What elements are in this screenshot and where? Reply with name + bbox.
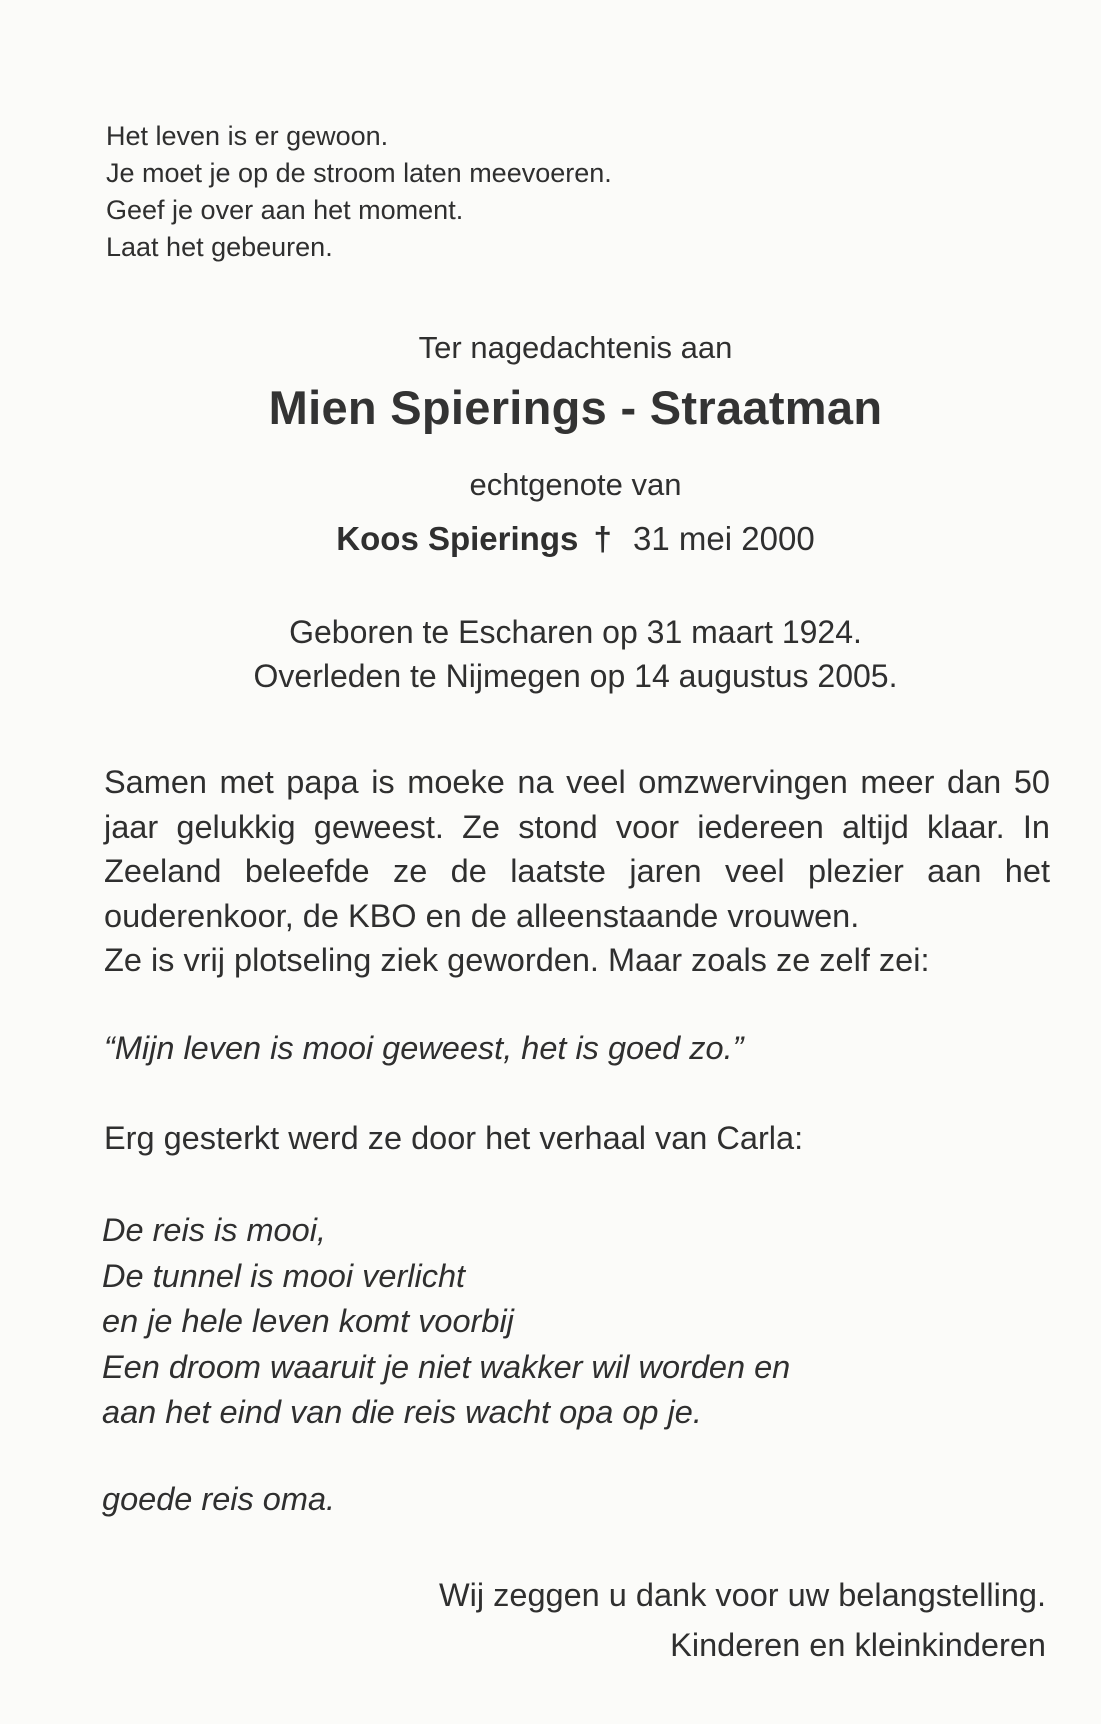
carla-intro: Erg gesterkt werd ze door het verhaal van Carla: bbox=[104, 1120, 804, 1156]
spouse-death-date: 31 mei 2000 bbox=[633, 520, 815, 557]
birth-line: Geboren te Escharen op 31 maart 1924. bbox=[289, 614, 862, 650]
memorial-intro: Ter nagedachtenis aan bbox=[418, 330, 733, 365]
farewell: goede reis oma. bbox=[102, 1481, 336, 1517]
spouse-name: Koos Spierings bbox=[336, 520, 579, 557]
cross-icon: † bbox=[593, 520, 612, 557]
biography bbox=[104, 760, 1050, 983]
spouse-line bbox=[0, 520, 1101, 558]
deceased-name: Mien Spierings - Straatman bbox=[268, 381, 883, 434]
biography-paragraph: Samen met papa is moeke na veel omzwervingen meer dan 50 jaar gelukkig geweest. Ze stond voor iedereen altijd klaar. In Zeeland beleefde ze de laatste jaren veel plezier aan het ouderenkoor, de KBO en de alleenstaande vrouwen. bbox=[104, 764, 1050, 934]
death-line: Overleden te Nijmegen op 14 augustus 2005. bbox=[253, 658, 898, 694]
carla-poem-line: De tunnel is mooi verlicht bbox=[102, 1257, 466, 1294]
opening-poem-line: Het leven is er gewoon. bbox=[106, 121, 389, 151]
quote: “Mijn leven is mooi geweest, het is goed zo.” bbox=[104, 1030, 744, 1066]
opening-poem-line: Je moet je op de stroom laten meevoeren. bbox=[106, 158, 612, 188]
signature: Kinderen en kleinkinderen bbox=[670, 1627, 1046, 1663]
carla-poem-line: aan het eind van die reis wacht opa op je. bbox=[102, 1394, 702, 1430]
spouse-label: echtgenote van bbox=[469, 467, 682, 502]
thanks-line: Wij zeggen u dank voor uw belangstelling. bbox=[438, 1577, 1046, 1613]
carla-poem bbox=[102, 1208, 790, 1436]
biography-line: Ze is vrij plotseling ziek geworden. Maar zoals ze zelf zei: bbox=[104, 942, 930, 978]
carla-poem-line: Een droom waaruit je niet wakker wil worden en bbox=[102, 1348, 791, 1385]
opening-poem-line: Laat het gebeuren. bbox=[106, 232, 333, 262]
opening-poem-line: Geef je over aan het moment. bbox=[106, 195, 464, 225]
life-dates bbox=[0, 610, 1101, 698]
opening-poem bbox=[106, 118, 612, 266]
carla-poem-line: De reis is mooi, bbox=[102, 1212, 326, 1248]
thanks-block bbox=[439, 1570, 1046, 1670]
carla-poem-line: en je hele leven komt voorbij bbox=[102, 1303, 514, 1339]
